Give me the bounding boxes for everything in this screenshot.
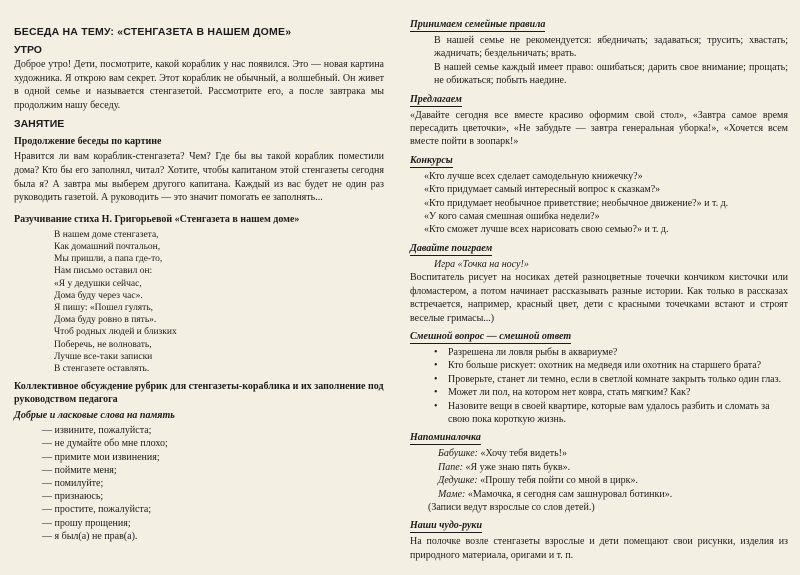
reminder-item	[438, 447, 788, 460]
offer-heading: Предлагаем	[410, 93, 462, 105]
reminder-text: «Мамочка, я сегодня сам зашнуровал ботинки».	[467, 488, 673, 500]
list-item: — я был(а) не прав(а).	[42, 530, 384, 543]
continuation-heading: Продолжение беседы по картине	[14, 136, 162, 148]
list-item: — прошу прощения;	[42, 517, 384, 530]
reminder-text: «Хочу тебя видеть!»	[480, 448, 567, 460]
poem-line: Поберечь, не волновать,	[54, 339, 152, 350]
list-item: — простите, пожалуйста;	[42, 503, 384, 516]
contest-item: «У кого самая смешная ошибка недели?»	[424, 211, 600, 223]
list-item: • Разрешена ли ловля рыбы в аквариуме?	[434, 346, 788, 359]
reminder-note: (Записи ведут взрослые со слов детей.)	[428, 501, 595, 513]
poem-line: Нам письмо оставил он:	[54, 266, 153, 277]
reminder-who: Дедушке:	[438, 475, 478, 487]
funny-questions-list	[410, 346, 788, 426]
poem-line: Мы пришли, а папа где-то,	[54, 254, 163, 265]
left-column	[14, 22, 384, 543]
reminder-text: «Я уже знаю пять букв».	[465, 461, 571, 473]
play-heading: Давайте поиграем	[410, 242, 493, 254]
contest-item: «Кто придумает самый интересный вопрос к сказкам?»	[424, 184, 661, 196]
list-item: — признаюсь;	[42, 490, 384, 503]
poem-line: Чтоб родных людей и близких	[54, 327, 177, 338]
poem-line: Дома буду ровно в пять».	[54, 315, 157, 326]
reminder-item	[438, 461, 788, 474]
poem-line: В нашем доме стенгазета,	[54, 229, 159, 240]
reminder-item	[438, 474, 788, 487]
lesson-heading: ЗАНЯТИЕ	[14, 118, 65, 131]
rules-line: В нашей семье каждый имеет право: ошибаться; дарить свое внимание; прощать; не обижаться; побыть наедине.	[434, 61, 788, 87]
list-item: — примите мои извинения;	[42, 451, 384, 464]
contests-heading: Конкурсы	[410, 154, 453, 166]
poem	[54, 229, 384, 375]
rules-heading: Принимаем семейные правила	[410, 19, 546, 30]
page-title: БЕСЕДА НА ТЕМУ: «СТЕНГАЗЕТА В НАШЕМ ДОМЕ»	[14, 26, 292, 38]
list-item: — не думайте обо мне плохо;	[42, 437, 384, 450]
morning-text: Доброе утро! Дети, посмотрите, какой кораблик у нас появился. Это — новая картина художника. Я открою вам секрет. Этот кораблик не обычный, а волшебный. Он живет в одной семье и называется стенгазетой. Рассмотрите его, а после завтрака мы продолжим нашу беседу.	[14, 59, 384, 111]
right-column	[410, 14, 788, 562]
poem-line: Лучше все-таки записки	[54, 351, 153, 362]
poem-line: Я пишу: «Пошел гулять,	[54, 302, 154, 313]
list-item: — помилуйте;	[42, 477, 384, 490]
offer-text: «Давайте сегодня все вместе красиво оформим свой стол», «Завтра самое время пересадить цветочки», «Не забудьте — завтра генеральная уборка!», «Хочется всем вместе пойти в зоопарк!»	[410, 109, 788, 148]
poem-line: Как домашний почтальон,	[54, 241, 161, 252]
list-item: — поймите меня;	[42, 464, 384, 477]
contest-item: «Кто лучше всех сделает самодельную книжечку?»	[424, 170, 643, 182]
hands-text: На полочке возле стенгазеты взрослые и дети помещают свои рисунки, изделия из природного материала, оригами и т. п.	[410, 536, 788, 561]
game-text: Воспитатель рисует на носиках детей разноцветные точечки кончиком кисточки или фломастером, а потом начинает рассказывать разные истории. Как только в рассказах встречается, например, красный цвет, дети с красными точечками встают и строят веселые гримасы...)	[410, 272, 788, 324]
game-title: Игра «Точка на носу!»	[434, 258, 529, 270]
kind-words-list	[42, 424, 384, 543]
kind-words-heading: Добрые и ласковые слова на память	[14, 410, 175, 422]
discussion-heading: Коллективное обсуждение рубрик для стенгазеты-кораблика и их заполнение под руководством педагога	[14, 381, 384, 406]
list-item: • Может ли пол, на котором нет ковра, стать мягким? Как?	[434, 386, 788, 399]
list-item: • Назовите вещи в своей квартире, которые вам удалось разбить и сломать за свою пока короткую жизнь.	[434, 400, 788, 427]
poem-heading: Разучивание стиха Н. Григорьевой «Стенгазета в нашем доме»	[14, 213, 300, 225]
funny-heading: Смешной вопрос — смешной ответ	[410, 330, 572, 342]
contest-item: «Кто сможет лучше всех нарисовать свою семью?» и т. д.	[424, 224, 669, 236]
morning-heading: УТРО	[14, 44, 42, 56]
reminder-item	[438, 488, 788, 501]
list-item: — извините, пожалуйста;	[42, 424, 384, 437]
reminder-who: Маме:	[438, 488, 466, 500]
poem-line: В стенгазете оставлять.	[54, 363, 150, 374]
list-item: • Кто больше рискует: охотник на медведя или охотник на старшего брата?	[434, 359, 788, 372]
poem-line: Дома буду через час».	[54, 290, 143, 301]
reminder-heading: Напоминалочка	[410, 432, 481, 444]
list-item: • Проверьте, станет ли темно, если в светлой комнате закрыть только один глаз.	[434, 373, 788, 386]
reminder-who: Бабушке:	[438, 448, 478, 460]
reminder-text: «Прошу тебя пойти со мной в цирк».	[480, 475, 639, 487]
reminder-who: Папе:	[438, 461, 463, 473]
continuation-text: Нравится ли вам кораблик-стенгазета? Чем? Где бы вы такой кораблик поместили дома? Кто бы его заполнял, читал? Хотите, чтобы капитаном этой стенгазеты сегодня была я? А завтра мы выберем другого капитана. Каждый из вас будет не один раз руководить газетой. А руководить — это значит помогать ее заполнять...	[14, 151, 384, 204]
contest-item: «Кто придумает необычное приветствие; необычное движение?» и т. д.	[424, 197, 729, 209]
rules-line: В нашей семье не рекомендуется: ябедничать; задаваться; трусить; хвастать; жадничать; бездельничать; врать.	[434, 35, 788, 60]
poem-line: «Я у дедушки сейчас,	[54, 278, 142, 289]
hands-heading: Наши чудо-руки	[410, 520, 483, 532]
